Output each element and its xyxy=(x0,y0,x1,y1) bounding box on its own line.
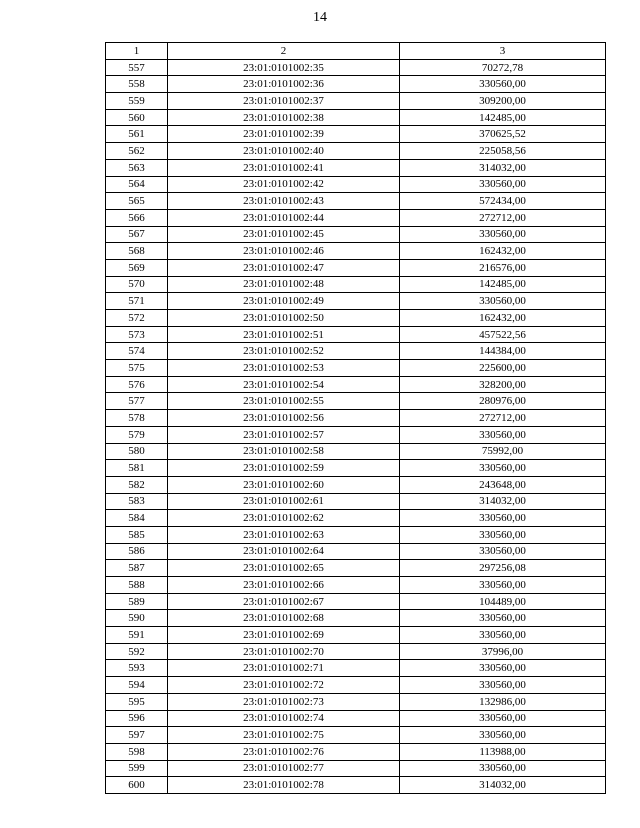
cadastral-number-cell: 23:01:0101002:39 xyxy=(168,126,400,143)
table-body xyxy=(106,59,606,793)
table-row xyxy=(106,460,606,477)
row-number-cell: 588 xyxy=(106,577,168,594)
cadastral-number-cell: 23:01:0101002:46 xyxy=(168,243,400,260)
table-row xyxy=(106,326,606,343)
table-row xyxy=(106,259,606,276)
table-row xyxy=(106,243,606,260)
cadastral-number-cell: 23:01:0101002:48 xyxy=(168,276,400,293)
row-number-cell: 592 xyxy=(106,643,168,660)
row-number-cell: 575 xyxy=(106,360,168,377)
row-number-cell: 580 xyxy=(106,443,168,460)
row-number-cell: 568 xyxy=(106,243,168,260)
value-cell: 70272,78 xyxy=(400,59,606,76)
value-cell: 330560,00 xyxy=(400,460,606,477)
value-cell: 330560,00 xyxy=(400,677,606,694)
table-row xyxy=(106,627,606,644)
value-cell: 330560,00 xyxy=(400,543,606,560)
cadastral-number-cell: 23:01:0101002:56 xyxy=(168,410,400,427)
value-cell: 142485,00 xyxy=(400,276,606,293)
cadastral-number-cell: 23:01:0101002:71 xyxy=(168,660,400,677)
row-number-cell: 585 xyxy=(106,526,168,543)
row-number-cell: 557 xyxy=(106,59,168,76)
value-cell: 314032,00 xyxy=(400,159,606,176)
table-row xyxy=(106,426,606,443)
cadastral-number-cell: 23:01:0101002:51 xyxy=(168,326,400,343)
table-row xyxy=(106,59,606,76)
row-number-cell: 569 xyxy=(106,259,168,276)
cadastral-number-cell: 23:01:0101002:45 xyxy=(168,226,400,243)
column-header: 3 xyxy=(400,43,606,60)
value-cell: 75992,00 xyxy=(400,443,606,460)
value-cell: 113988,00 xyxy=(400,743,606,760)
table-header-row xyxy=(106,43,606,60)
table-row xyxy=(106,143,606,160)
cadastral-number-cell: 23:01:0101002:40 xyxy=(168,143,400,160)
value-cell: 572434,00 xyxy=(400,193,606,210)
value-cell: 280976,00 xyxy=(400,393,606,410)
row-number-cell: 596 xyxy=(106,710,168,727)
table-row xyxy=(106,593,606,610)
cadastral-number-cell: 23:01:0101002:73 xyxy=(168,693,400,710)
cadastral-number-cell: 23:01:0101002:78 xyxy=(168,777,400,794)
row-number-cell: 562 xyxy=(106,143,168,160)
cadastral-number-cell: 23:01:0101002:44 xyxy=(168,209,400,226)
row-number-cell: 579 xyxy=(106,426,168,443)
cadastral-number-cell: 23:01:0101002:74 xyxy=(168,710,400,727)
table-row xyxy=(106,493,606,510)
value-cell: 330560,00 xyxy=(400,610,606,627)
cadastral-number-cell: 23:01:0101002:41 xyxy=(168,159,400,176)
cadastral-number-cell: 23:01:0101002:60 xyxy=(168,476,400,493)
cadastral-number-cell: 23:01:0101002:47 xyxy=(168,259,400,276)
table-row xyxy=(106,727,606,744)
value-cell: 330560,00 xyxy=(400,526,606,543)
data-table xyxy=(105,42,606,794)
value-cell: 330560,00 xyxy=(400,510,606,527)
cadastral-number-cell: 23:01:0101002:52 xyxy=(168,343,400,360)
table-row xyxy=(106,176,606,193)
row-number-cell: 570 xyxy=(106,276,168,293)
cadastral-number-cell: 23:01:0101002:38 xyxy=(168,109,400,126)
cadastral-number-cell: 23:01:0101002:36 xyxy=(168,76,400,93)
row-number-cell: 600 xyxy=(106,777,168,794)
row-number-cell: 597 xyxy=(106,727,168,744)
table-row xyxy=(106,443,606,460)
cadastral-number-cell: 23:01:0101002:77 xyxy=(168,760,400,777)
row-number-cell: 564 xyxy=(106,176,168,193)
row-number-cell: 565 xyxy=(106,193,168,210)
row-number-cell: 584 xyxy=(106,510,168,527)
value-cell: 330560,00 xyxy=(400,727,606,744)
row-number-cell: 563 xyxy=(106,159,168,176)
table-row xyxy=(106,510,606,527)
table-row xyxy=(106,677,606,694)
value-cell: 314032,00 xyxy=(400,777,606,794)
row-number-cell: 594 xyxy=(106,677,168,694)
table-row xyxy=(106,660,606,677)
cadastral-number-cell: 23:01:0101002:37 xyxy=(168,93,400,110)
value-cell: 37996,00 xyxy=(400,643,606,660)
value-cell: 272712,00 xyxy=(400,410,606,427)
row-number-cell: 578 xyxy=(106,410,168,427)
page-number: 14 xyxy=(313,10,327,25)
table-row xyxy=(106,760,606,777)
table-row xyxy=(106,276,606,293)
value-cell: 330560,00 xyxy=(400,76,606,93)
value-cell: 330560,00 xyxy=(400,426,606,443)
row-number-cell: 590 xyxy=(106,610,168,627)
row-number-cell: 558 xyxy=(106,76,168,93)
value-cell: 314032,00 xyxy=(400,493,606,510)
table-row xyxy=(106,93,606,110)
table-row xyxy=(106,310,606,327)
column-header: 1 xyxy=(106,43,168,60)
row-number-cell: 587 xyxy=(106,560,168,577)
table-row xyxy=(106,126,606,143)
table-row xyxy=(106,710,606,727)
cadastral-number-cell: 23:01:0101002:64 xyxy=(168,543,400,560)
row-number-cell: 583 xyxy=(106,493,168,510)
cadastral-number-cell: 23:01:0101002:57 xyxy=(168,426,400,443)
value-cell: 243648,00 xyxy=(400,476,606,493)
value-cell: 309200,00 xyxy=(400,93,606,110)
value-cell: 457522,56 xyxy=(400,326,606,343)
value-cell: 144384,00 xyxy=(400,343,606,360)
cadastral-number-cell: 23:01:0101002:54 xyxy=(168,376,400,393)
table-row xyxy=(106,743,606,760)
value-cell: 162432,00 xyxy=(400,243,606,260)
value-cell: 104489,00 xyxy=(400,593,606,610)
table-row xyxy=(106,610,606,627)
value-cell: 330560,00 xyxy=(400,627,606,644)
table-row xyxy=(106,393,606,410)
column-header: 2 xyxy=(168,43,400,60)
row-number-cell: 559 xyxy=(106,93,168,110)
value-cell: 225600,00 xyxy=(400,360,606,377)
cadastral-number-cell: 23:01:0101002:59 xyxy=(168,460,400,477)
cadastral-number-cell: 23:01:0101002:67 xyxy=(168,593,400,610)
table-row xyxy=(106,693,606,710)
value-cell: 216576,00 xyxy=(400,259,606,276)
cadastral-number-cell: 23:01:0101002:68 xyxy=(168,610,400,627)
value-cell: 272712,00 xyxy=(400,209,606,226)
table-row xyxy=(106,560,606,577)
row-number-cell: 567 xyxy=(106,226,168,243)
value-cell: 328200,00 xyxy=(400,376,606,393)
cadastral-number-cell: 23:01:0101002:35 xyxy=(168,59,400,76)
row-number-cell: 574 xyxy=(106,343,168,360)
value-cell: 142485,00 xyxy=(400,109,606,126)
cadastral-number-cell: 23:01:0101002:55 xyxy=(168,393,400,410)
value-cell: 330560,00 xyxy=(400,293,606,310)
table-row xyxy=(106,293,606,310)
row-number-cell: 566 xyxy=(106,209,168,226)
row-number-cell: 582 xyxy=(106,476,168,493)
cadastral-number-cell: 23:01:0101002:50 xyxy=(168,310,400,327)
value-cell: 132986,00 xyxy=(400,693,606,710)
table-row xyxy=(106,376,606,393)
cadastral-number-cell: 23:01:0101002:43 xyxy=(168,193,400,210)
table-row xyxy=(106,643,606,660)
cadastral-number-cell: 23:01:0101002:58 xyxy=(168,443,400,460)
table-row xyxy=(106,226,606,243)
table-row xyxy=(106,410,606,427)
cadastral-number-cell: 23:01:0101002:72 xyxy=(168,677,400,694)
cadastral-number-cell: 23:01:0101002:76 xyxy=(168,743,400,760)
value-cell: 330560,00 xyxy=(400,660,606,677)
cadastral-number-cell: 23:01:0101002:42 xyxy=(168,176,400,193)
value-cell: 297256,08 xyxy=(400,560,606,577)
row-number-cell: 591 xyxy=(106,627,168,644)
row-number-cell: 586 xyxy=(106,543,168,560)
cadastral-number-cell: 23:01:0101002:53 xyxy=(168,360,400,377)
cadastral-number-cell: 23:01:0101002:65 xyxy=(168,560,400,577)
row-number-cell: 577 xyxy=(106,393,168,410)
value-cell: 162432,00 xyxy=(400,310,606,327)
row-number-cell: 589 xyxy=(106,593,168,610)
table-row xyxy=(106,543,606,560)
value-cell: 330560,00 xyxy=(400,226,606,243)
value-cell: 330560,00 xyxy=(400,577,606,594)
row-number-cell: 561 xyxy=(106,126,168,143)
cadastral-number-cell: 23:01:0101002:69 xyxy=(168,627,400,644)
cadastral-number-cell: 23:01:0101002:63 xyxy=(168,526,400,543)
value-cell: 330560,00 xyxy=(400,760,606,777)
table-row xyxy=(106,343,606,360)
row-number-cell: 576 xyxy=(106,376,168,393)
table-row xyxy=(106,777,606,794)
cadastral-number-cell: 23:01:0101002:66 xyxy=(168,577,400,594)
row-number-cell: 571 xyxy=(106,293,168,310)
row-number-cell: 598 xyxy=(106,743,168,760)
table-row xyxy=(106,209,606,226)
row-number-cell: 595 xyxy=(106,693,168,710)
row-number-cell: 573 xyxy=(106,326,168,343)
value-cell: 330560,00 xyxy=(400,710,606,727)
table-row xyxy=(106,526,606,543)
row-number-cell: 560 xyxy=(106,109,168,126)
value-cell: 370625,52 xyxy=(400,126,606,143)
cadastral-number-cell: 23:01:0101002:70 xyxy=(168,643,400,660)
table-row xyxy=(106,159,606,176)
cadastral-number-cell: 23:01:0101002:62 xyxy=(168,510,400,527)
row-number-cell: 572 xyxy=(106,310,168,327)
table-row xyxy=(106,76,606,93)
row-number-cell: 593 xyxy=(106,660,168,677)
table-row xyxy=(106,193,606,210)
cadastral-number-cell: 23:01:0101002:61 xyxy=(168,493,400,510)
table-row xyxy=(106,476,606,493)
row-number-cell: 581 xyxy=(106,460,168,477)
table-row xyxy=(106,360,606,377)
cadastral-number-cell: 23:01:0101002:75 xyxy=(168,727,400,744)
table-row xyxy=(106,109,606,126)
value-cell: 225058,56 xyxy=(400,143,606,160)
row-number-cell: 599 xyxy=(106,760,168,777)
table-row xyxy=(106,577,606,594)
value-cell: 330560,00 xyxy=(400,176,606,193)
cadastral-number-cell: 23:01:0101002:49 xyxy=(168,293,400,310)
